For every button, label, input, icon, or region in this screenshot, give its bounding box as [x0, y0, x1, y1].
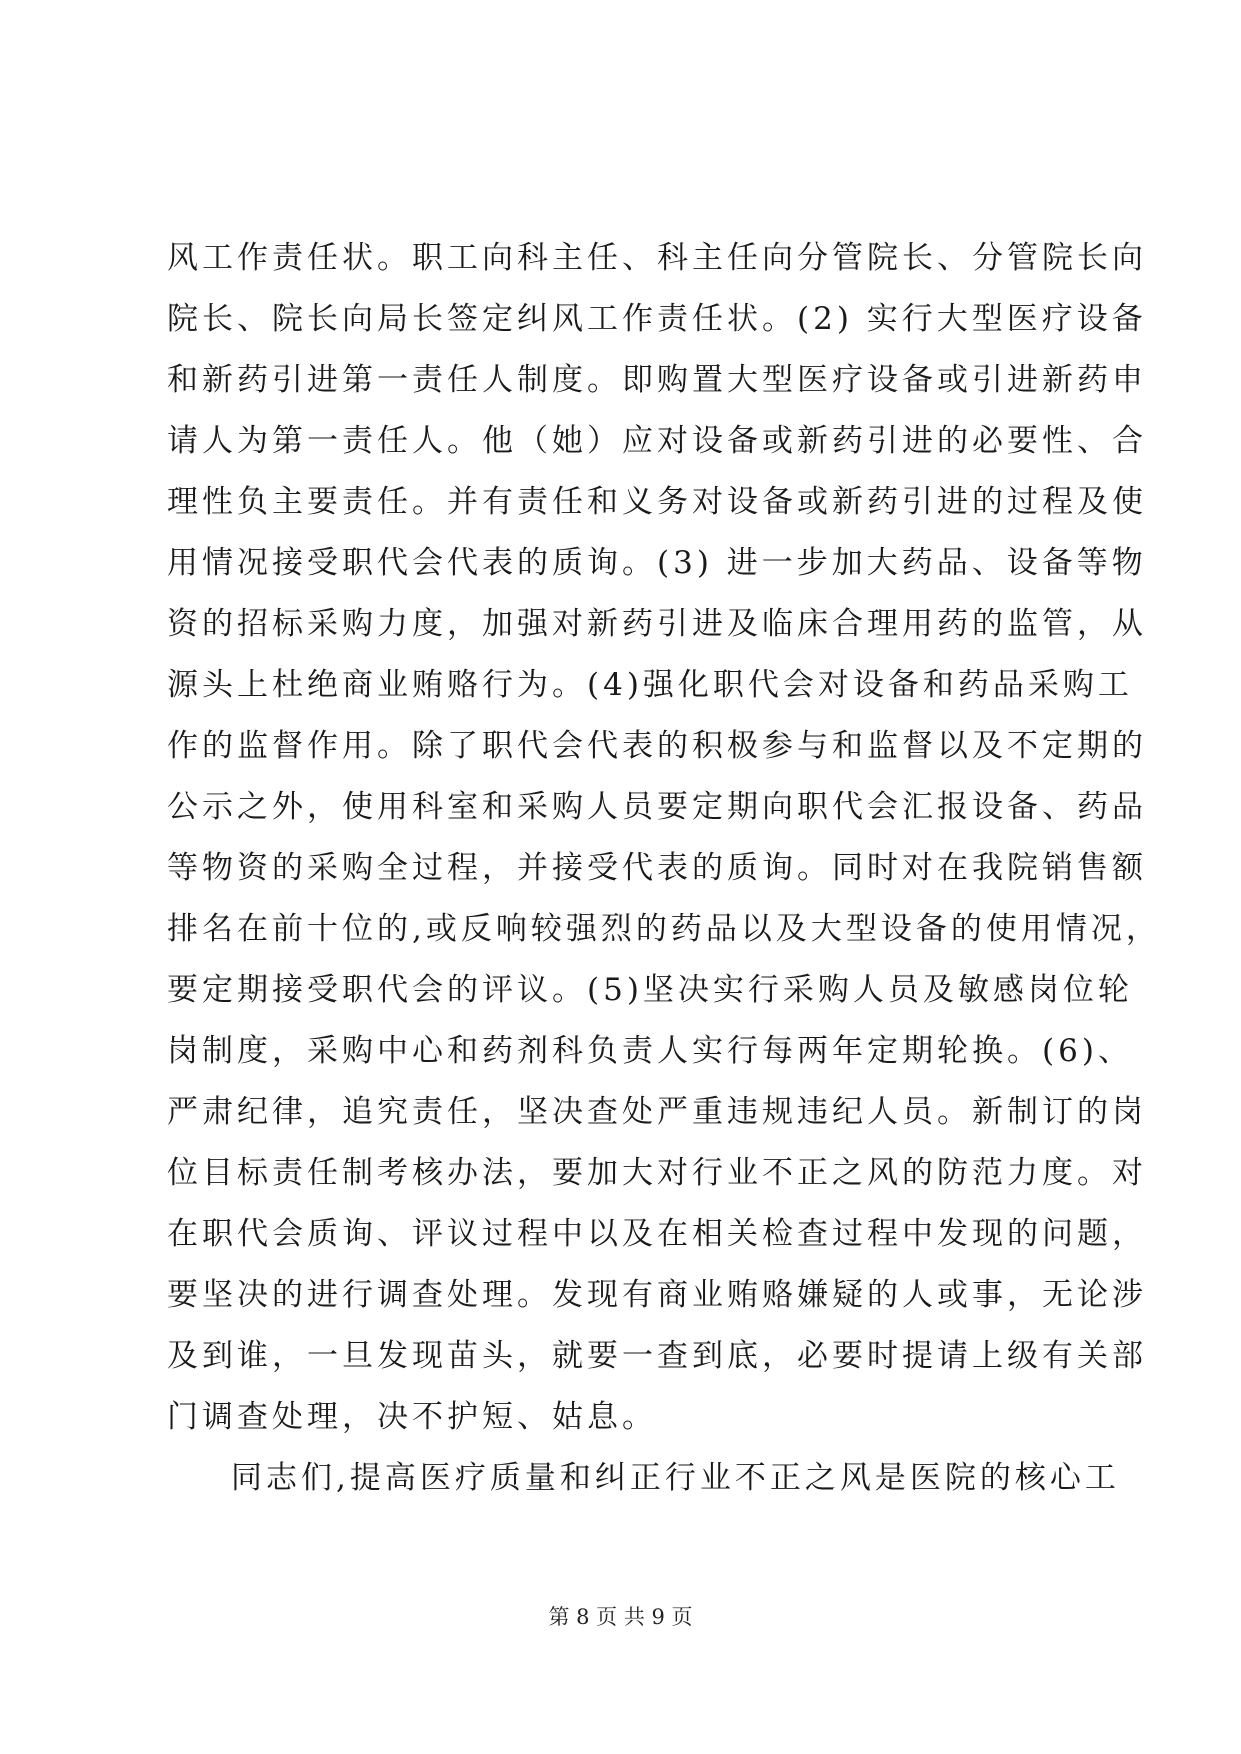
paragraph — [167, 1448, 1120, 1509]
paragraph-line: 和新药引进第一责任人制度。即购置大型医疗设备或引进新药申 — [167, 362, 1147, 398]
page-number-footer: 第 8 页 共 9 页 — [548, 1605, 693, 1629]
paragraph-line: 岗制度，采购中心和药剂科负责人实行每两年定期轮换。(6)、 — [167, 1033, 1133, 1069]
paragraph-line: 风工作责任状。职工向科主任、科主任向分管院长、分管院长向 — [167, 240, 1147, 276]
paragraph-line: 在职代会质询、评议过程中以及在相关检查过程中发现的问题， — [167, 1216, 1147, 1252]
paragraph-line: 排名在前十位的,或反响较强烈的药品以及大型设备的使用情况， — [167, 911, 1161, 947]
paragraph-line: 用情况接受职代会代表的质询。(3) 进一步加大药品、设备等物 — [167, 545, 1147, 581]
body-text — [167, 228, 1161, 1509]
paragraph-line: 院长、院长向局长签定纠风工作责任状。(2) 实行大型医疗设备 — [167, 301, 1147, 337]
paragraph-line: 作的监督作用。除了职代会代表的积极参与和监督以及不定期的 — [167, 728, 1147, 764]
paragraph-line: 要坚决的进行调查处理。发现有商业贿赂嫌疑的人或事，无论涉 — [167, 1277, 1147, 1313]
paragraph-line: 同志们,提高医疗质量和纠正行业不正之风是医院的核心工 — [231, 1460, 1120, 1496]
paragraph-line: 理性负主要责任。并有责任和义务对设备或新药引进的过程及使 — [167, 484, 1147, 520]
paragraph-line: 源头上杜绝商业贿赂行为。(4)强化职代会对设备和药品采购工 — [167, 667, 1133, 703]
paragraph-line: 门调查处理，决不护短、姑息。 — [167, 1399, 657, 1435]
paragraph-line: 资的招标采购力度，加强对新药引进及临床合理用药的监管，从 — [167, 606, 1147, 642]
paragraph-line: 及到谁，一旦发现苗头，就要一查到底，必要时提请上级有关部 — [167, 1338, 1147, 1374]
paragraph-line: 位目标责任制考核办法，要加大对行业不正之风的防范力度。对 — [167, 1155, 1147, 1191]
paragraph-line: 等物资的采购全过程，并接受代表的质询。同时对在我院销售额 — [167, 850, 1147, 886]
paragraph-line: 请人为第一责任人。他（她）应对设备或新药引进的必要性、合 — [167, 423, 1147, 459]
paragraph-line: 严肃纪律，追究责任，坚决查处严重违规违纪人员。新制订的岗 — [167, 1094, 1147, 1130]
paragraph-line: 要定期接受职代会的评议。(5)坚决实行采购人员及敏感岗位轮 — [167, 972, 1133, 1008]
paragraph — [167, 228, 1161, 1448]
paragraph-line: 公示之外，使用科室和采购人员要定期向职代会汇报设备、药品 — [167, 789, 1147, 825]
